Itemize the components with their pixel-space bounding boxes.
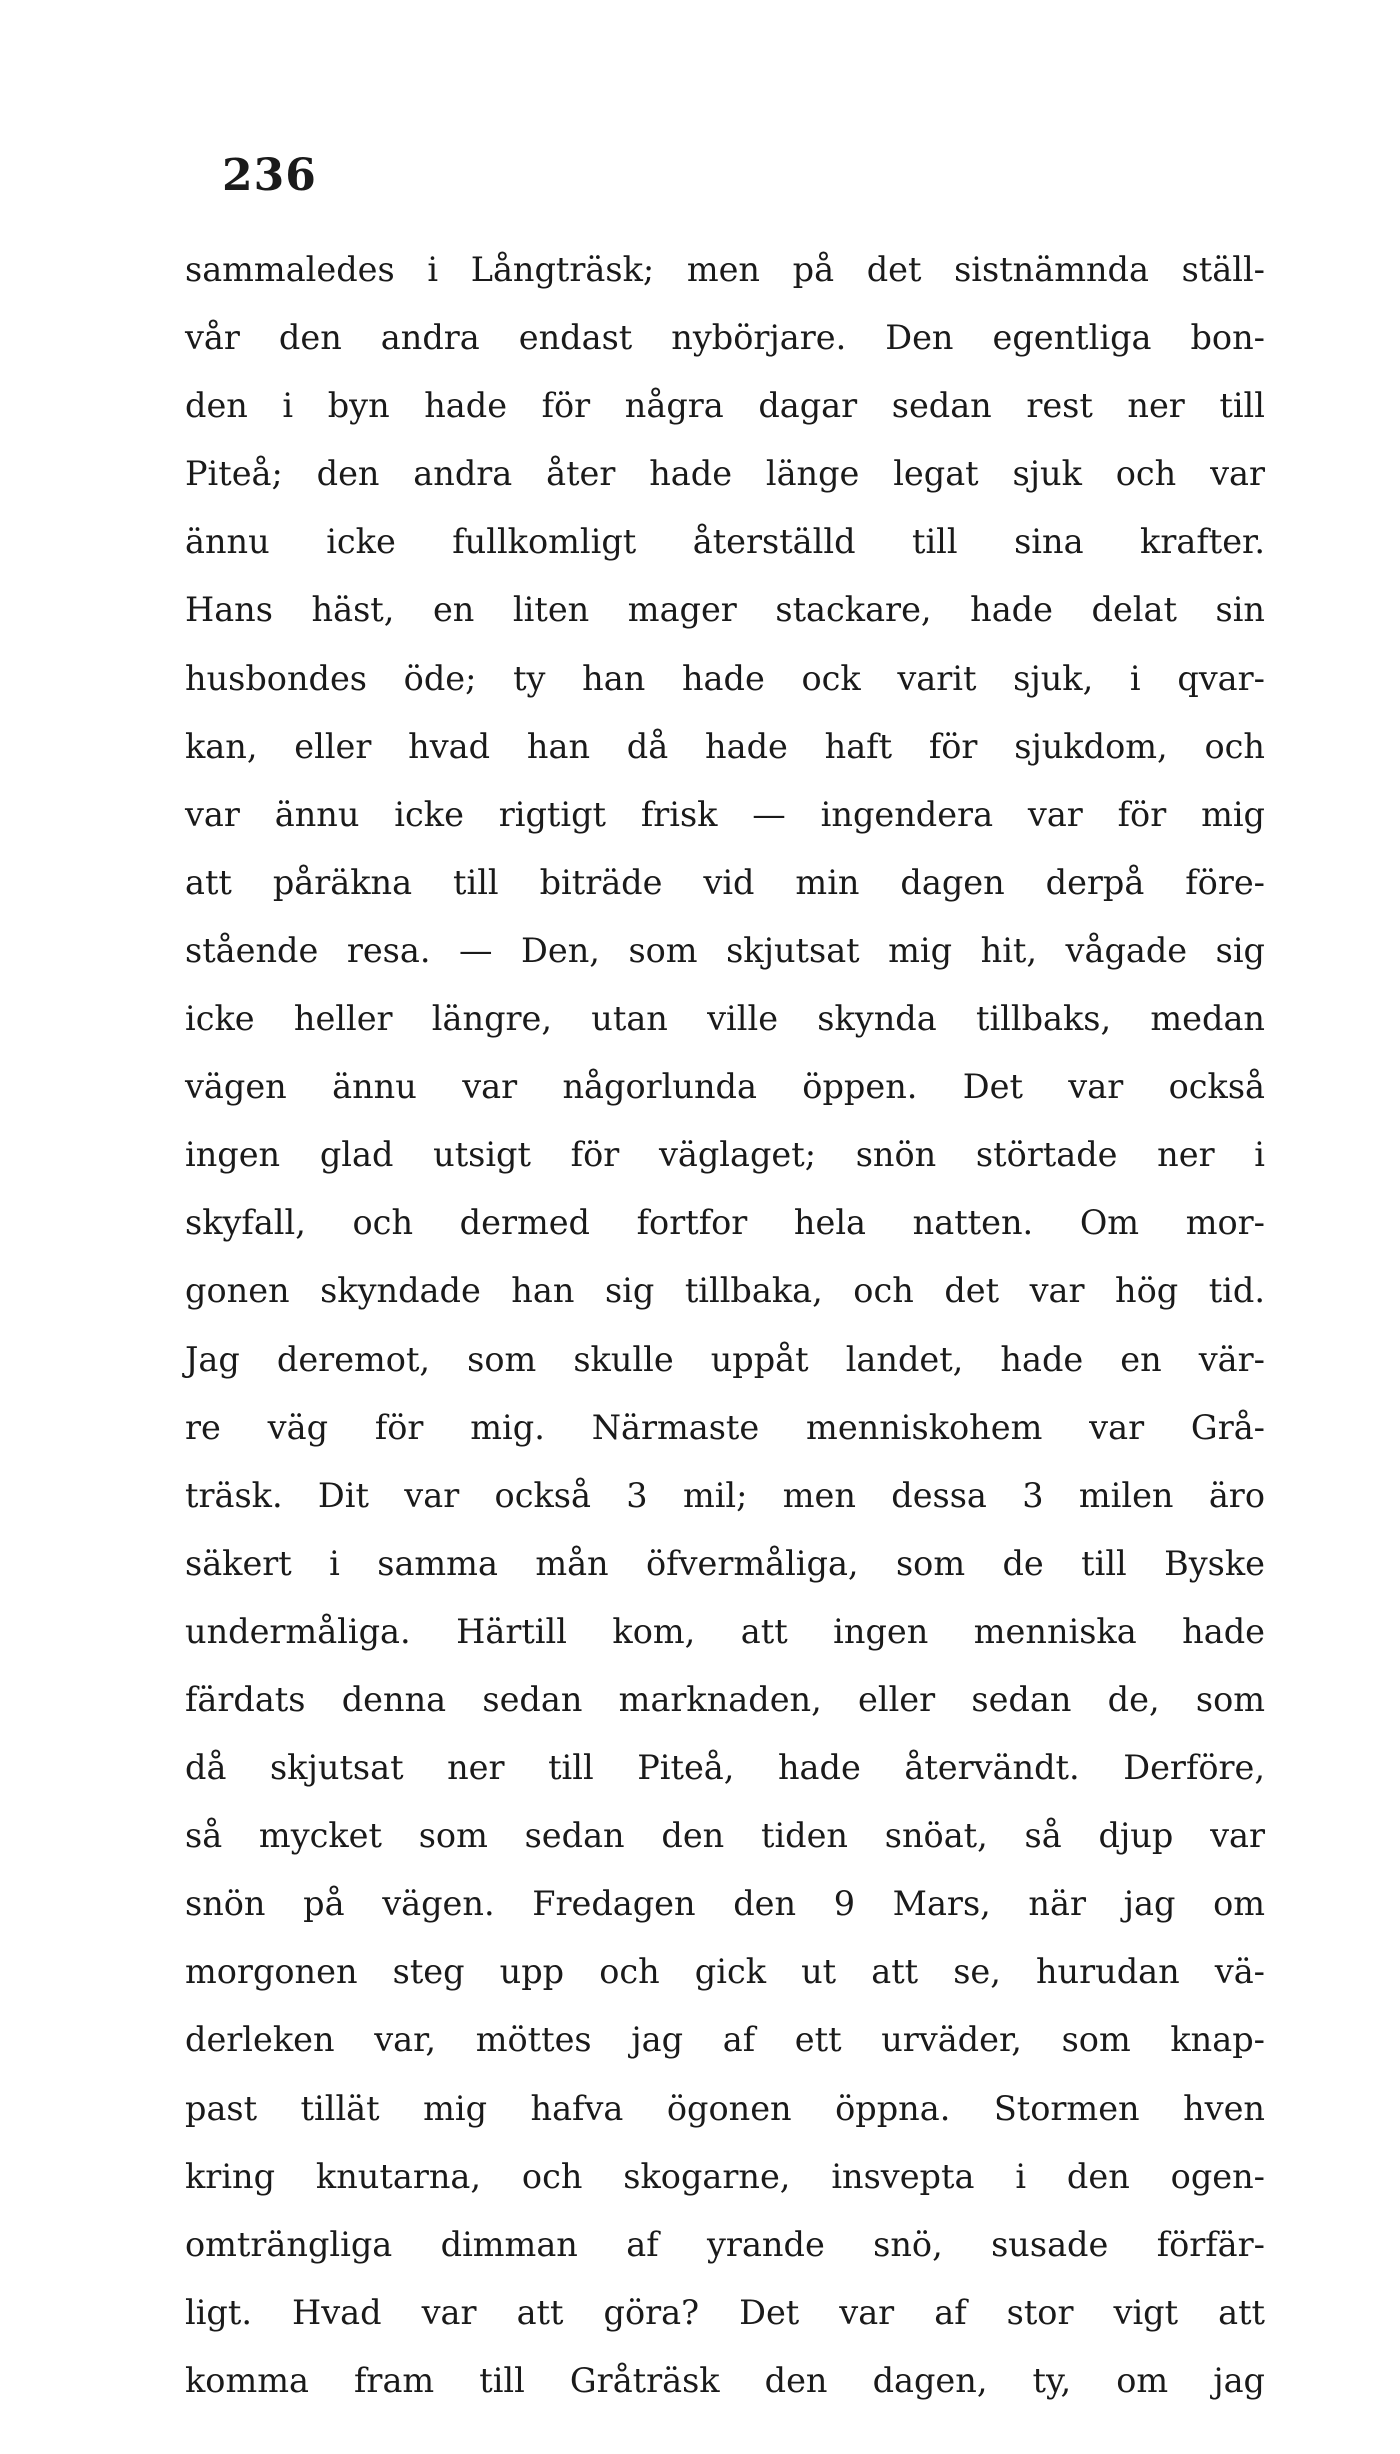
text-line: derleken var, möttes jag af ett urväder, som knap- [185,2020,1265,2060]
text-line: Hans häst, en liten mager stackare, hade delat sin [185,590,1265,630]
text-line: husbondes öde; ty han hade ock varit sjuk, i qvar- [185,658,1265,698]
text-line: undermåliga. Härtill kom, att ingen menniska hade [185,1611,1265,1651]
text-line: ingen glad utsigt för väglaget; snön störtade ner i [185,1135,1265,1175]
text-line: sammaledes i Långträsk; men på det sistnämnda ställ- [185,250,1265,289]
text-line: vägen ännu var någorlunda öppen. Det var också [185,1067,1265,1107]
text-line: snön på vägen. Fredagen den 9 Mars, när jag om [185,1884,1265,1924]
text-line: gonen skyndade han sig tillbaka, och det var hög tid. [185,1271,1265,1311]
text-line: färdats denna sedan marknaden, eller sedan de, som [185,1679,1265,1719]
text-line: Piteå; den andra åter hade länge legat sjuk och var [185,454,1265,494]
text-line: så mycket som sedan den tiden snöat, så djup var [185,1816,1265,1856]
text-line: stående resa. — Den, som skjutsat mig hit, vågade sig [185,930,1265,970]
text-line: kan, eller hvad han då hade haft för sjukdom, och [185,726,1265,766]
text-line: skyfall, och dermed fortfor hela natten. Om mor- [185,1203,1265,1243]
text-line: träsk. Dit var också 3 mil; men dessa 3 milen äro [185,1475,1265,1515]
page-number: 236 [222,150,317,201]
text-line: komma fram till Gråträsk den dagen, ty, om jag [185,2360,1265,2400]
text-line: morgonen steg upp och gick ut att se, hurudan vä- [185,1952,1265,1992]
text-line: icke heller längre, utan ville skynda tillbaks, medan [185,999,1265,1039]
text-line: Jag deremot, som skulle uppåt landet, hade en vär- [185,1339,1265,1379]
text-line: den i byn hade för några dagar sedan rest ner till [185,386,1265,426]
text-line: då skjutsat ner till Piteå, hade återvändt. Derföre, [185,1748,1265,1788]
text-line: omträngliga dimman af yrande snö, susade förfär- [185,2224,1265,2264]
text-line: ligt. Hvad var att göra? Det var af stor vigt att [185,2292,1265,2332]
text-line: re väg för mig. Närmaste menniskohem var Grå- [185,1407,1265,1447]
text-line: att påräkna till biträde vid min dagen derpå före- [185,862,1265,902]
text-line: ännu icke fullkomligt återställd till sina krafter. [185,522,1265,562]
text-line: kring knutarna, och skogarne, insvepta i den ogen- [185,2156,1265,2196]
body-text [185,236,1265,2415]
text-line: säkert i samma mån öfvermåliga, som de till Byske [185,1543,1265,1583]
text-line: var ännu icke rigtigt frisk — ingendera var för mig [185,794,1265,834]
text-line: past tillät mig hafva ögonen öppna. Stormen hven [185,2088,1265,2128]
text-line: vår den andra endast nybörjare. Den egentliga bon- [185,318,1265,358]
